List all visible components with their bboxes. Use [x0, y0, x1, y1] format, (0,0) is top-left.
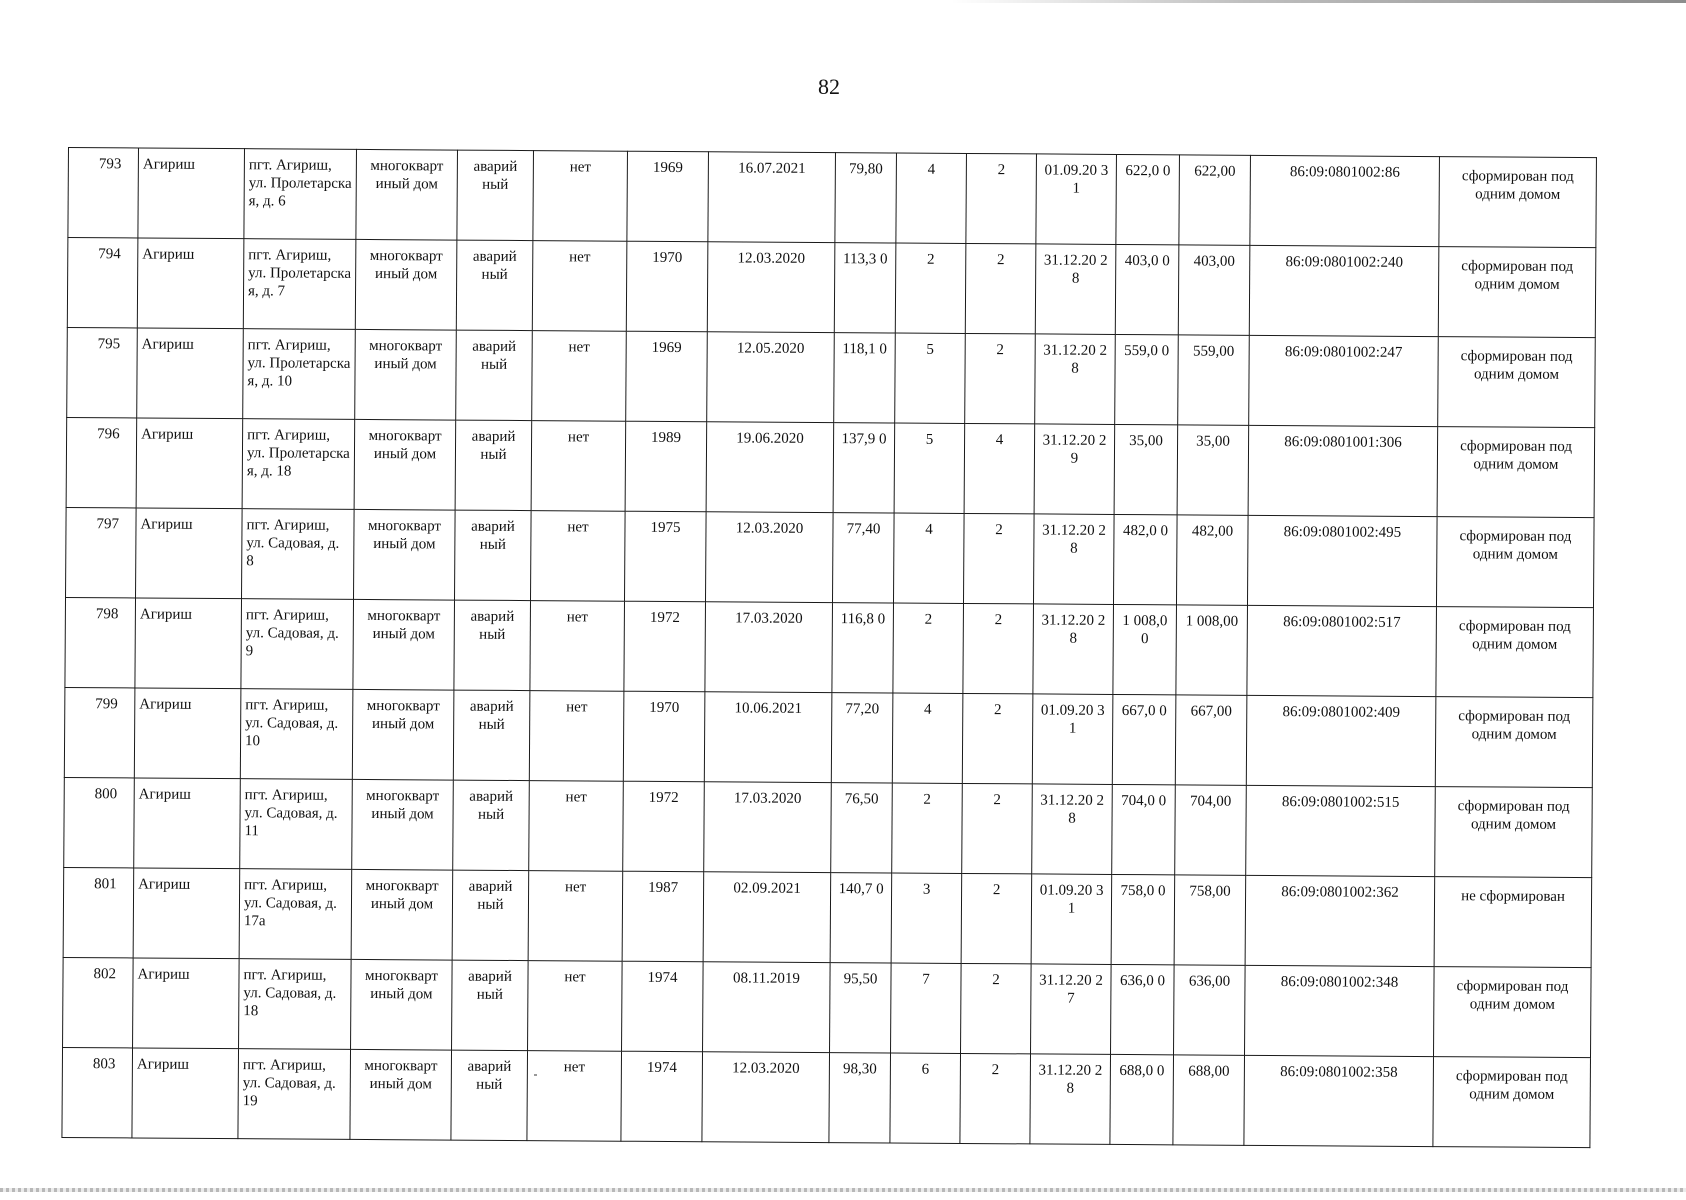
cell-settlement: Агириш: [136, 508, 243, 599]
cell-count-b: 2: [966, 153, 1037, 243]
cell-value-a: 688,0 0: [1110, 1054, 1174, 1144]
cell-value-a: 704,0 0: [1112, 784, 1176, 874]
cell-area-value: 76,50: [831, 783, 893, 873]
cell-value-b: 1 008,00: [1176, 605, 1248, 695]
table-row: [66, 507, 1595, 607]
cell-land-plot-status: сформирован под одним домом: [1436, 517, 1594, 608]
cell-flag-value: нет: [528, 871, 623, 962]
cell-value-a: 35,00: [1114, 424, 1178, 514]
cell-flag-value: нет: [532, 241, 627, 332]
cell-flag-value: нет: [532, 331, 627, 422]
cell-resettlement-deadline: 01.09.20 31: [1031, 874, 1112, 965]
cell-count-b: 2: [961, 873, 1032, 963]
cell-cadastral-number: 86:09:0801002:348: [1245, 965, 1435, 1056]
cell-count-a: 4: [896, 153, 967, 243]
cell-building-type: многокварт иный дом: [351, 869, 453, 960]
cell-count-a: 4: [893, 513, 964, 603]
cell-recognition-date: 19.06.2020: [706, 422, 834, 513]
cell-flag-value: нет: [531, 511, 626, 602]
cell-land-plot-status: сформирован под одним домом: [1435, 787, 1593, 878]
cell-recognition-date: 16.07.2021: [708, 152, 836, 243]
cell-area-value: 113,3 0: [834, 243, 896, 333]
cell-recognition-date: 12.03.2020: [702, 1052, 830, 1143]
cell-value-a: 482,0 0: [1113, 514, 1177, 604]
cell-address: пгт. Агириш, ул. Пролетарска я, д. 7: [243, 239, 356, 330]
cell-building-type: многокварт иный дом: [353, 599, 455, 690]
cell-value-b: 403,00: [1178, 245, 1250, 335]
cell-address: пгт. Агириш, ул. Пролетарска я, д. 10: [243, 329, 356, 420]
table-row: [65, 597, 1594, 697]
cell-area-value: 140,7 0: [830, 873, 892, 963]
cell-value-a: 622,0 0: [1116, 154, 1180, 244]
cell-value-b: 704,00: [1175, 785, 1247, 875]
cell-resettlement-deadline: 31.12.20 28: [1035, 244, 1116, 335]
cell-area-value: 95,50: [830, 963, 892, 1053]
cell-settlement: Агириш: [133, 868, 240, 959]
cell-value-a: 636,0 0: [1111, 964, 1175, 1054]
cell-building-condition: аварий ный: [456, 330, 533, 421]
cell-land-plot-status: сформирован под одним домом: [1433, 967, 1591, 1058]
cell-row-number: 799: [64, 687, 135, 777]
cell-settlement: Агириш: [137, 238, 244, 329]
table-row: [63, 957, 1592, 1057]
cell-address: пгт. Агириш, ул. Пролетарска я, д. 6: [244, 149, 357, 240]
cell-value-a: 667,0 0: [1112, 694, 1176, 784]
cell-cadastral-number: 86:09:0801002:247: [1249, 335, 1439, 426]
cell-row-number: 797: [66, 507, 137, 597]
cell-building-type: многокварт иный дом: [356, 149, 458, 240]
cell-row-number: 795: [67, 327, 138, 417]
cell-address: пгт. Агириш, ул. Пролетарска я, д. 18: [242, 419, 355, 510]
cell-resettlement-deadline: 31.12.20 28: [1033, 604, 1114, 695]
cell-land-plot-status: сформирован под одним домом: [1435, 697, 1593, 788]
cell-building-condition: аварий ный: [454, 600, 531, 691]
cell-settlement: Агириш: [134, 688, 241, 779]
page-number: 82: [818, 74, 840, 99]
cell-address: пгт. Агириш, ул. Садовая, д. 10: [240, 689, 353, 780]
cell-cadastral-number: 86:09:0801002:362: [1245, 875, 1435, 966]
cell-value-b: 688,00: [1173, 1055, 1245, 1145]
cell-building-condition: аварий ный: [456, 240, 533, 331]
table-row: [68, 148, 1597, 248]
cell-flag-value: нет: [533, 151, 628, 242]
cell-row-number: 794: [67, 238, 138, 328]
table-row: [67, 327, 1596, 427]
cell-building-type: многокварт иный дом: [352, 779, 454, 870]
cell-building-type: многокварт иный дом: [352, 689, 454, 780]
cell-count-a: 5: [894, 423, 965, 513]
cell-value-a: 403,0 0: [1115, 244, 1179, 334]
cell-settlement: Агириш: [132, 1048, 239, 1139]
table-row: [63, 867, 1592, 967]
cell-value-b: 482,00: [1176, 515, 1248, 605]
cell-address: пгт. Агириш, ул. Садовая, д. 18: [239, 959, 352, 1050]
cell-land-plot-status: сформирован под одним домом: [1439, 157, 1597, 248]
cell-count-b: 2: [961, 963, 1032, 1053]
cell-count-b: 2: [962, 783, 1033, 873]
cell-value-a: 1 008,0 0: [1113, 604, 1177, 694]
housing-table: [61, 147, 1597, 1148]
cell-flag-value: нет: [529, 781, 624, 872]
cell-land-plot-status: сформирован под одним домом: [1433, 1057, 1591, 1148]
cell-value-b: 559,00: [1178, 335, 1250, 425]
cell-settlement: Агириш: [138, 148, 245, 239]
cell-cadastral-number: 86:09:0801002:515: [1246, 785, 1436, 876]
cell-row-number: 803: [62, 1047, 133, 1137]
cell-address: пгт. Агириш, ул. Садовая, д. 11: [240, 779, 353, 870]
cell-resettlement-deadline: 01.09.20 31: [1032, 694, 1113, 785]
cell-count-a: 4: [892, 693, 963, 783]
cell-count-a: 2: [892, 783, 963, 873]
cell-building-condition: аварий ный: [452, 960, 529, 1051]
cell-address: пгт. Агириш, ул. Садовая, д. 9: [241, 599, 354, 690]
cell-count-a: 2: [895, 243, 966, 333]
cell-value-a: 559,0 0: [1115, 334, 1179, 424]
cell-count-a: 6: [890, 1053, 961, 1143]
cell-cadastral-number: 86:09:0801002:409: [1246, 695, 1436, 786]
cell-resettlement-deadline: 01.09.20 31: [1036, 154, 1117, 245]
cell-cadastral-number: 86:09:0801002:86: [1250, 155, 1440, 246]
cell-settlement: Агириш: [137, 328, 244, 419]
cell-recognition-date: 12.03.2020: [705, 512, 833, 603]
housing-table-wrapper: [61, 147, 1596, 1148]
cell-row-number: 793: [68, 148, 139, 238]
cell-recognition-date: 02.09.2021: [703, 872, 831, 963]
cell-construction-year: 1987: [622, 871, 704, 962]
cell-building-condition: аварий ный: [457, 150, 534, 241]
cell-settlement: Агириш: [135, 598, 242, 689]
table-row: [67, 238, 1596, 338]
cell-count-b: 2: [963, 603, 1034, 693]
cell-building-condition: аварий ный: [453, 780, 530, 871]
table-body: [62, 148, 1597, 1148]
cell-count-b: 2: [963, 513, 1034, 603]
cell-resettlement-deadline: 31.12.20 28: [1030, 1054, 1111, 1145]
cell-count-b: 2: [960, 1053, 1031, 1143]
cell-cadastral-number: 86:09:0801001:306: [1248, 425, 1438, 516]
cell-construction-year: 1969: [627, 151, 709, 242]
cell-row-number: 802: [63, 957, 134, 1047]
cell-construction-year: 1989: [625, 421, 707, 512]
cell-land-plot-status: сформирован под одним домом: [1436, 607, 1594, 698]
cell-count-a: 5: [895, 333, 966, 423]
cell-count-b: 2: [965, 333, 1036, 423]
cell-count-b: 4: [964, 423, 1035, 513]
cell-area-value: 77,20: [831, 693, 893, 783]
cell-flag-value: нет: [530, 601, 625, 692]
cell-resettlement-deadline: 31.12.20 28: [1035, 334, 1116, 425]
cell-recognition-date: 17.03.2020: [704, 782, 832, 873]
cell-resettlement-deadline: 31.12.20 28: [1032, 784, 1113, 875]
cell-count-b: 2: [962, 693, 1033, 783]
cell-building-condition: аварий ный: [455, 420, 532, 511]
cell-recognition-date: 08.11.2019: [703, 962, 831, 1053]
cell-recognition-date: 12.03.2020: [707, 242, 835, 333]
scan-edge-bottom: [0, 1188, 1686, 1192]
cell-row-number: 801: [63, 867, 134, 957]
cell-value-b: 667,00: [1175, 695, 1247, 785]
cell-settlement: Агириш: [133, 958, 240, 1049]
cell-area-value: 77,40: [832, 513, 894, 603]
cell-address: пгт. Агириш, ул. Садовая, д. 8: [242, 509, 355, 600]
cell-building-type: многокварт иный дом: [355, 239, 457, 330]
cell-address: пгт. Агириш, ул. Садовая, д. 17а: [239, 869, 352, 960]
cell-area-value: 137,9 0: [833, 423, 895, 513]
table-row: [62, 1047, 1591, 1147]
cell-value-a: 758,0 0: [1111, 874, 1175, 964]
cell-value-b: 35,00: [1177, 425, 1249, 515]
cell-land-plot-status: не сформирован: [1434, 877, 1592, 968]
cell-building-type: многокварт иный дом: [354, 509, 456, 600]
cell-resettlement-deadline: 31.12.20 28: [1033, 514, 1114, 605]
cell-cadastral-number: 86:09:0801002:517: [1247, 605, 1437, 696]
cell-building-type: многокварт иный дом: [350, 1049, 452, 1140]
cell-area-value: 98,30: [829, 1053, 891, 1143]
cell-cadastral-number: 86:09:0801002:358: [1244, 1055, 1434, 1146]
cell-resettlement-deadline: 31.12.20 27: [1031, 964, 1112, 1055]
cell-construction-year: 1972: [623, 781, 705, 872]
cell-area-value: 79,80: [835, 153, 897, 243]
cell-settlement: Агириш: [134, 778, 241, 869]
cell-building-type: многокварт иный дом: [354, 419, 456, 510]
cell-land-plot-status: сформирован под одним домом: [1438, 337, 1596, 428]
cell-construction-year: 1970: [626, 241, 708, 332]
cell-area-value: 118,1 0: [834, 333, 896, 423]
cell-count-b: 2: [965, 243, 1036, 333]
cell-building-condition: аварий ный: [451, 1050, 528, 1141]
cell-construction-year: 1972: [624, 601, 706, 692]
cell-construction-year: 1974: [621, 1051, 703, 1142]
cell-construction-year: 1970: [623, 691, 705, 782]
table-row: [64, 777, 1593, 877]
cell-cadastral-number: 86:09:0801002:495: [1247, 515, 1437, 606]
cell-recognition-date: 10.06.2021: [704, 692, 832, 783]
cell-settlement: Агириш: [136, 418, 243, 509]
cell-count-a: 7: [891, 963, 962, 1053]
cell-construction-year: 1974: [622, 961, 704, 1052]
cell-building-condition: аварий ный: [452, 870, 529, 961]
cell-building-type: многокварт иный дом: [355, 329, 457, 420]
cell-recognition-date: 12.05.2020: [707, 332, 835, 423]
cell-flag-value: нет: [528, 961, 623, 1052]
cell-construction-year: 1975: [624, 511, 706, 602]
cell-recognition-date: 17.03.2020: [705, 602, 833, 693]
cell-land-plot-status: сформирован под одним домом: [1437, 427, 1595, 518]
cell-building-type: многокварт иный дом: [351, 959, 453, 1050]
cell-building-condition: аварий ный: [455, 510, 532, 601]
cell-construction-year: 1969: [626, 331, 708, 422]
table-row: [64, 687, 1593, 787]
cell-address: пгт. Агириш, ул. Садовая, д. 19: [238, 1049, 351, 1140]
table-row: [66, 417, 1595, 517]
cell-value-b: 758,00: [1174, 875, 1246, 965]
cell-area-value: 116,8 0: [832, 603, 894, 693]
cell-count-a: 2: [893, 603, 964, 693]
cell-land-plot-status: сформирован под одним домом: [1438, 247, 1596, 338]
cell-row-number: 796: [66, 417, 137, 507]
cell-value-b: 636,00: [1174, 965, 1246, 1055]
cell-building-condition: аварий ный: [453, 690, 530, 781]
cell-flag-value: нет: [527, 1051, 622, 1142]
cell-count-a: 3: [891, 873, 962, 963]
cell-value-b: 622,00: [1179, 155, 1251, 245]
cell-row-number: 798: [65, 597, 136, 687]
cell-cadastral-number: 86:09:0801002:240: [1249, 245, 1439, 336]
cell-flag-value: нет: [531, 421, 626, 512]
cell-flag-value: нет: [529, 691, 624, 782]
scan-edge-top: [950, 0, 1686, 3]
cell-resettlement-deadline: 31.12.20 29: [1034, 424, 1115, 515]
cell-row-number: 800: [64, 777, 135, 867]
